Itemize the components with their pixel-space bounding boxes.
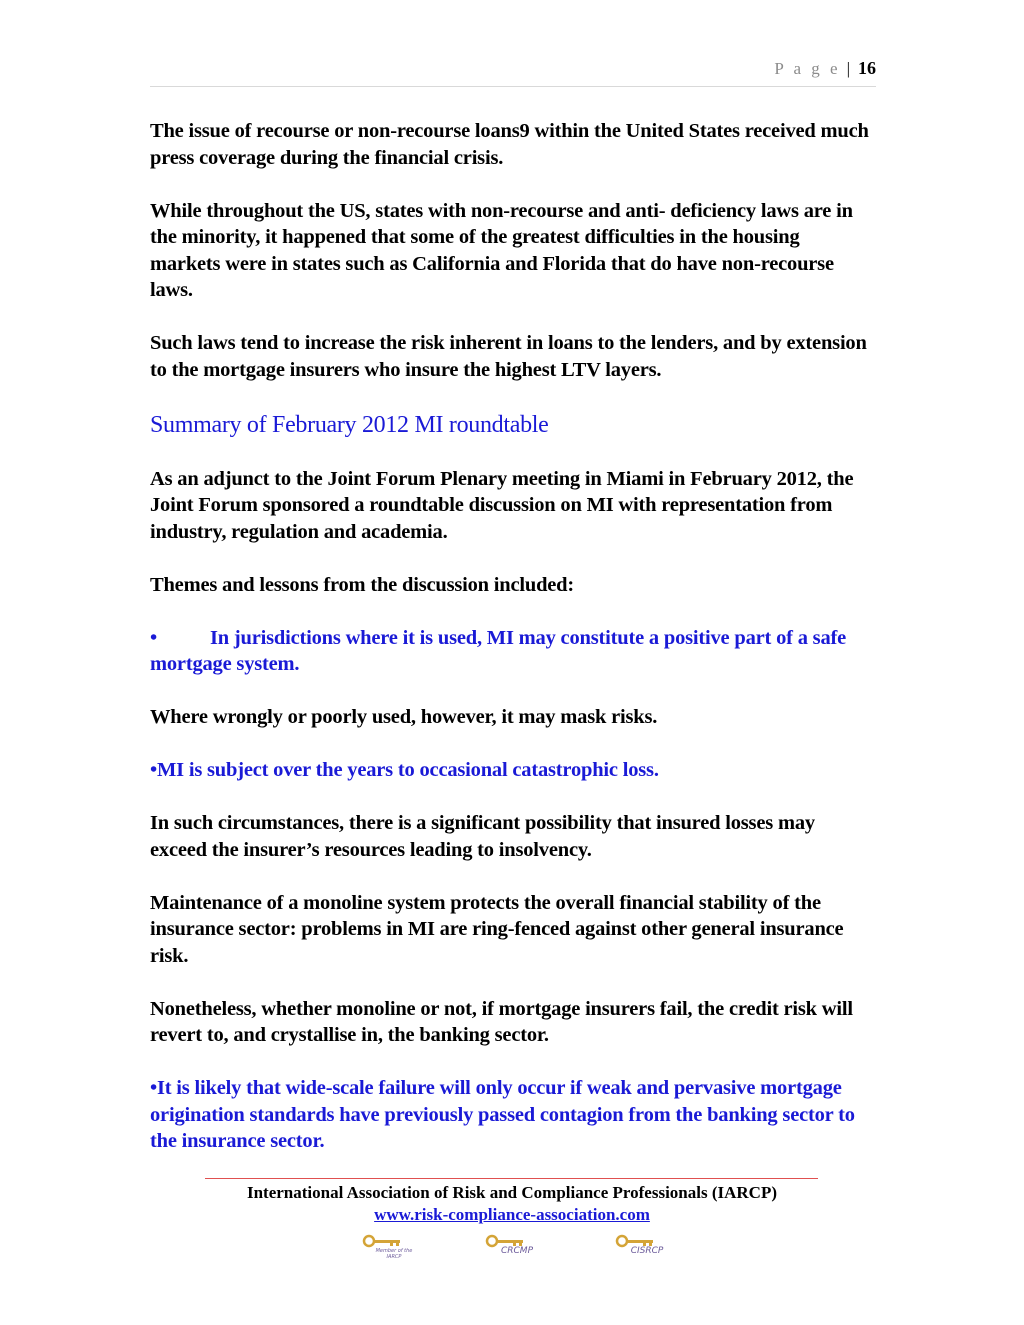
crcmp-badge-label: CRCMP: [500, 1246, 533, 1256]
page-number: 16: [858, 58, 876, 78]
bullet-catastrophic-loss: •MI is subject over the years to occasional catastrophic loss.: [150, 759, 659, 781]
document-body: [150, 118, 872, 1155]
crcmp-badge: [485, 1234, 545, 1260]
key-icon: [362, 1234, 422, 1248]
paragraph-credit-risk: Nonetheless, whether monoline or not, if mortgage insurers fail, the credit risk will revert to, and crystallise in, the banking sector.: [150, 997, 853, 1046]
member-badge: [362, 1234, 422, 1260]
member-badge-label: Member of the IARCP: [375, 1248, 413, 1260]
page-separator: |: [846, 59, 850, 78]
footer-divider: [205, 1178, 818, 1179]
paragraph-insolvency: In such circumstances, there is a significant possibility that insured losses may exceed the insurer’s resources leading to insolvency.: [150, 812, 815, 861]
page-label: P a g e: [774, 59, 841, 78]
bullet-contagion: •It is likely that wide-scale failure will only occur if weak and pervasive mortgage origination standards have previously passed contagion from the banking sector to the insurance sector.: [150, 1077, 855, 1152]
paragraph-risk-inherent: Such laws tend to increase the risk inherent in loans to the lenders, and by extension to the mortgage insurers who insure the highest LTV layers.: [150, 332, 867, 381]
cisrcp-badge: [615, 1234, 675, 1260]
bullet-positive-part: [150, 625, 872, 678]
paragraph-recourse-loans: The issue of recourse or non-recourse loans9 within the United States received much press coverage during the financial crisis.: [150, 120, 869, 169]
bullet-text: In jurisdictions where it is used, MI may constitute a positive part of a safe mortgage system.: [150, 626, 847, 675]
paragraph-monoline: Maintenance of a monoline system protects the overall financial stability of the insurance sector: problems in MI are ring-fenced against other general insurance risk.: [150, 891, 844, 967]
bullet-marker: •: [150, 626, 157, 649]
footer-website-link[interactable]: www.risk-compliance-association.com: [374, 1205, 650, 1224]
footer-organization: International Association of Risk and Compliance Professionals (IARCP): [246, 1183, 778, 1202]
page-header: [150, 58, 876, 87]
cisrcp-badge-label: CISRCP: [630, 1246, 664, 1256]
paragraph-non-recourse-states: While throughout the US, states with non-recourse and anti- deficiency laws are in the minority, it happened that some of the greatest difficulties in the housing markets were in states such as California and Florida that do have non-recourse laws.: [150, 199, 853, 301]
paragraph-themes-intro: Themes and lessons from the discussion included:: [150, 573, 575, 596]
paragraph-mask-risks: Where wrongly or poorly used, however, it may mask risks.: [150, 706, 658, 728]
section-heading: Summary of February 2012 MI roundtable: [150, 411, 549, 438]
paragraph-roundtable: As an adjunct to the Joint Forum Plenary meeting in Miami in February 2012, the Joint Forum sponsored a roundtable discussion on MI with representation from industry, regulation and academia.: [150, 467, 854, 543]
